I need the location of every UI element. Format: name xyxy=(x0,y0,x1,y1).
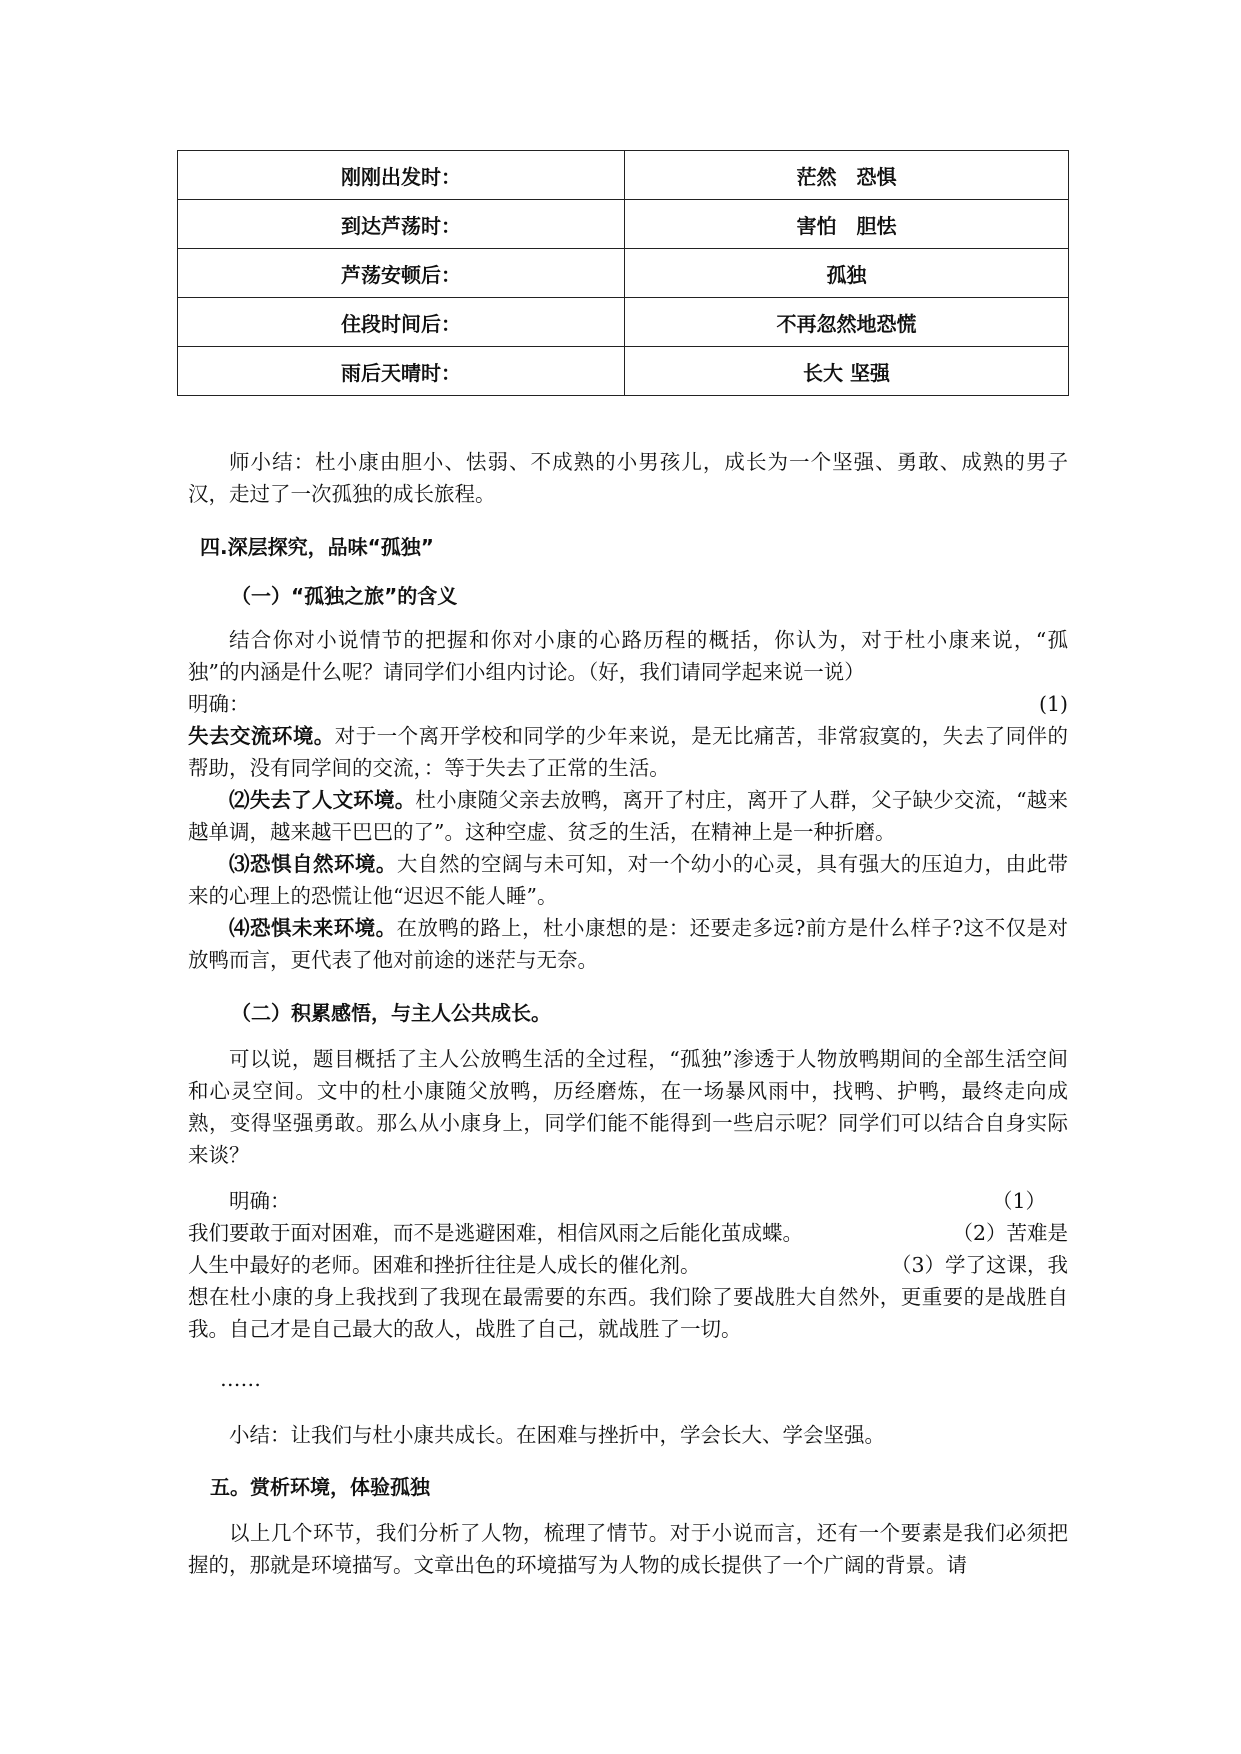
item-4-text: 在放鸭的路上，杜小康想的是：还要走多远?前方是什么样子?这不仅是对放鸭而言，更代表了他对前途的迷茫与无奈。 xyxy=(188,916,1069,972)
item-2-title: 失去了人文环境。 xyxy=(249,788,416,812)
table-row xyxy=(178,151,1069,200)
reflection-paragraph: 可以说，题目概括了主人公放鸭生活的全过程，“孤独”渗透于人物放鸭期间的全部生活空间和心灵空间。文中的杜小康随父放鸭，历经磨炼，在一场暴风雨中，找鸭、护鸭，最终走向成熟，变得坚强勇敢。那么从小康身上，同学们能不能得到一些启示呢？同学们可以结合自身实际来谈？ xyxy=(188,1047,1068,1167)
stage-cell: 雨后天晴时： xyxy=(178,347,625,396)
answer-2-text-3a: 学了这课，我 xyxy=(945,1253,1068,1277)
feeling-cell: 茫然 恐惧 xyxy=(625,151,1069,200)
answer-2-number-2: （2） xyxy=(952,1221,1007,1245)
item-1-text: 对于一个离开学校和同学的少年来说，是无比痛苦，非常寂寞的，失去了同伴的帮助，没有同学间的交流，：等于失去了正常的生活。 xyxy=(188,724,1069,780)
answer-2-number-3: （3） xyxy=(890,1253,945,1277)
answer-2-text-2a: 苦难是 xyxy=(1006,1221,1068,1245)
feeling-cell: 孤独 xyxy=(625,249,1069,298)
feeling-cell: 长大 坚强 xyxy=(625,347,1069,396)
answer-2-text-1: 我们要敢于面对困难，而不是逃避困难，相信风雨之后能化茧成蝶。 xyxy=(188,1221,803,1245)
answer-2-number-1: （1） xyxy=(991,1189,1046,1213)
answer-2-row-2 xyxy=(188,1249,1068,1281)
item-1-title: 失去交流环境。 xyxy=(188,724,335,748)
feeling-cell: 不再忽然地恐慌 xyxy=(625,298,1069,347)
section-4-heading: 四.深层探究，品味“孤独” xyxy=(200,535,434,559)
item-3-text: 大自然的空阔与未可知，对一个幼小的心灵，具有强大的压迫力，由此带来的心理上的恐慌让他“迟迟不能人睡”。 xyxy=(188,852,1069,908)
item-1 xyxy=(188,720,1068,784)
stage-cell: 刚刚出发时： xyxy=(178,151,625,200)
item-4 xyxy=(188,912,1068,976)
answer-2-line xyxy=(229,1185,1046,1217)
subsection-2-heading: （二）积累感悟，与主人公共成长。 xyxy=(231,1001,551,1025)
item-4-number: ⑷ xyxy=(229,916,250,940)
item-2 xyxy=(188,784,1068,848)
item-3-number: ⑶ xyxy=(229,852,250,876)
item-2-text: 杜小康随父亲去放鸭，离开了村庄，离开了人群，父子缺少交流，“越来越单调，越来越干巴巴的了”。这种空虚、贫乏的生活，在精神上是一种折磨。 xyxy=(188,788,1068,844)
item-1-number: (1) xyxy=(1038,692,1068,716)
feeling-cell: 害怕 胆怯 xyxy=(625,200,1069,249)
table-row xyxy=(178,347,1069,396)
answer-2-row-1 xyxy=(188,1217,1068,1249)
item-4-title: 恐惧未来环境。 xyxy=(249,916,397,940)
subsection-1-heading: （一）“孤独之旅”的含义 xyxy=(231,584,458,608)
answer-2-text-2b: 人生中最好的老师。困难和挫折往往是人成长的催化剂。 xyxy=(188,1253,701,1277)
item-2-number: ⑵ xyxy=(229,788,250,812)
discussion-question: 结合你对小说情节的把握和你对小康的心路历程的概括，你认为，对于杜小康来说，“孤独”的内涵是什么呢？请同学们小组内讨论。（好，我们请同学起来说一说） xyxy=(188,628,1068,684)
feelings-table xyxy=(177,150,1069,396)
section-5-heading: 五。赏析环境，体验孤独 xyxy=(210,1475,430,1499)
item-3-title: 恐惧自然环境。 xyxy=(250,852,397,876)
answer-line xyxy=(188,688,1068,720)
stage-cell: 到达芦荡时： xyxy=(178,200,625,249)
answer-2-text-3b: 想在杜小康的身上我找到了我现在最需要的东西。我们除了要战胜大自然外，更重要的是战胜自我。自己才是自己最大的敌人，战胜了自己，就战胜了一切。 xyxy=(188,1285,1068,1341)
section-5-paragraph: 以上几个环节，我们分析了人物，梳理了情节。对于小说而言，还有一个要素是我们必须把握的，那就是环境描写。文章出色的环境描写为人物的成长提供了一个广阔的背景。请 xyxy=(188,1521,1068,1577)
table-row xyxy=(178,200,1069,249)
teacher-summary: 师小结：杜小康由胆小、怯弱、不成熟的小男孩儿，成长为一个坚强、勇敢、成熟的男子汉，走过了一次孤独的成长旅程。 xyxy=(188,450,1068,506)
stage-cell: 住段时间后： xyxy=(178,298,625,347)
item-3 xyxy=(188,848,1068,912)
answer-label: 明确： xyxy=(188,692,250,716)
table-row xyxy=(178,249,1069,298)
table-row xyxy=(178,298,1069,347)
summary-2: 小结：让我们与杜小康共成长。在困难与挫折中，学会长大、学会坚强。 xyxy=(229,1423,885,1447)
ellipsis: …… xyxy=(220,1367,261,1391)
stage-cell: 芦荡安顿后： xyxy=(178,249,625,298)
answer-2-label: 明确： xyxy=(229,1189,291,1213)
